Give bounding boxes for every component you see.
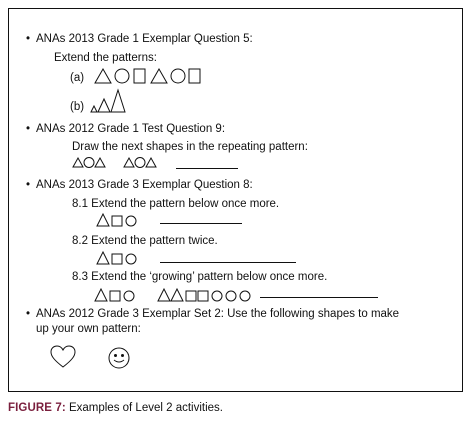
square-icon bbox=[112, 216, 122, 226]
answer-line bbox=[160, 223, 242, 224]
triangle-icon bbox=[95, 69, 111, 83]
triangle-icon bbox=[95, 289, 107, 301]
circle-icon bbox=[240, 291, 250, 301]
pattern-8-2 bbox=[96, 250, 142, 266]
square-icon bbox=[112, 254, 122, 264]
triangle-icon bbox=[171, 289, 183, 301]
circle-icon bbox=[84, 158, 94, 168]
smiley-icon bbox=[107, 346, 131, 370]
heart-icon bbox=[50, 345, 76, 369]
item-3-q3: 8.3 Extend the ‘growing’ pattern below once more. bbox=[72, 271, 328, 283]
triangle-icon bbox=[98, 99, 110, 112]
triangle-icon bbox=[158, 289, 170, 301]
triangle-icon bbox=[97, 214, 109, 226]
square-icon bbox=[198, 291, 208, 301]
circle-icon bbox=[135, 158, 145, 168]
pattern-b bbox=[90, 88, 130, 114]
triangle-icon bbox=[124, 158, 134, 167]
figure-caption-text: Examples of Level 2 activities. bbox=[65, 402, 224, 414]
item-1-part-a-label: (a) bbox=[70, 72, 85, 84]
answer-line bbox=[260, 297, 378, 298]
item-3-title: • ANAs 2013 Grade 3 Exemplar Question 8: bbox=[36, 178, 253, 192]
square-icon bbox=[110, 291, 120, 301]
item-1-instruction: Extend the patterns: bbox=[54, 52, 157, 64]
item-4-title-line2: up your own pattern: bbox=[36, 323, 141, 335]
item-4-title: • ANAs 2012 Grade 3 Exemplar Set 2: Use the following shapes to make bbox=[36, 307, 399, 321]
pattern-a bbox=[94, 67, 204, 85]
item-3-q2: 8.2 Extend the pattern twice. bbox=[72, 235, 218, 247]
answer-line bbox=[176, 168, 238, 169]
item-1-title: • ANAs 2013 Grade 1 Exemplar Question 5: bbox=[36, 32, 253, 46]
circle-icon bbox=[126, 216, 136, 226]
triangle-icon bbox=[151, 69, 167, 83]
square-icon bbox=[186, 291, 196, 301]
item-1-part-b-label: (b) bbox=[70, 101, 85, 113]
figure-caption-label: FIGURE 7: bbox=[8, 402, 66, 414]
triangle-icon bbox=[95, 158, 105, 167]
circle-icon bbox=[171, 69, 185, 83]
pattern-8-1 bbox=[96, 212, 142, 228]
circle-icon bbox=[115, 69, 129, 83]
triangle-icon bbox=[146, 158, 156, 167]
triangle-icon bbox=[97, 252, 109, 264]
circle-icon bbox=[226, 291, 236, 301]
square-icon bbox=[134, 69, 145, 83]
circle-icon bbox=[126, 254, 136, 264]
pattern-2 bbox=[72, 155, 172, 169]
triangle-icon bbox=[111, 90, 125, 112]
pattern-8-3 bbox=[94, 287, 254, 303]
circle-icon bbox=[124, 291, 134, 301]
figure-caption bbox=[8, 401, 223, 415]
triangle-icon bbox=[91, 106, 97, 112]
answer-line bbox=[160, 262, 296, 263]
item-3-q1: 8.1 Extend the pattern below once more. bbox=[72, 198, 280, 210]
triangle-icon bbox=[73, 158, 83, 167]
item-2-title: • ANAs 2012 Grade 1 Test Question 9: bbox=[36, 122, 225, 136]
item-2-instruction: Draw the next shapes in the repeating pattern: bbox=[72, 141, 308, 153]
square-icon bbox=[189, 69, 200, 83]
circle-icon bbox=[212, 291, 222, 301]
